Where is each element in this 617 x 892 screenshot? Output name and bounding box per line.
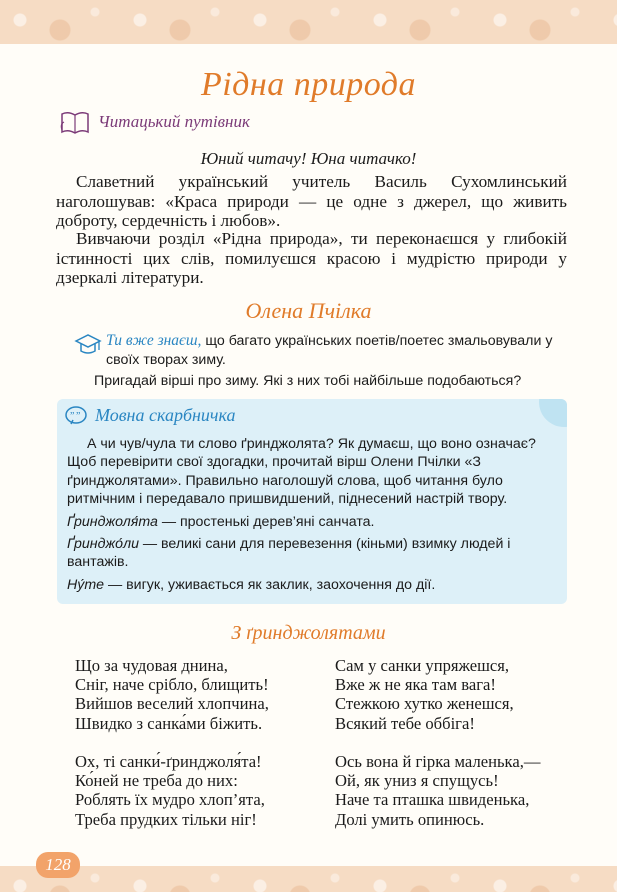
definition-term: Ґринджоля́та xyxy=(67,513,158,530)
poem-stanza-3 xyxy=(335,656,514,733)
question-text: Пригадай вірші про зиму. Які з них тобі найбільше подобаються? xyxy=(94,373,522,389)
definition-item xyxy=(67,535,561,572)
greeting: Юний читачу! Юна читачко! xyxy=(200,149,417,168)
poem-line: Сам у санки упряжешся, xyxy=(335,656,510,675)
definition-term: Ґринджо́ли xyxy=(67,536,139,553)
page-number: 128 xyxy=(36,852,80,878)
poem-line: Ох, ті санки́-ґринджоля́та! xyxy=(75,752,262,771)
reading-guide-label: Читацький путівник xyxy=(98,112,250,131)
definition-item xyxy=(67,513,561,531)
poem-line: Наче та пташка швиденька, xyxy=(335,790,530,810)
page-title: Рідна природа xyxy=(200,66,417,103)
poem-line: Долі умить опинюсь. xyxy=(335,809,485,829)
poem-line: Сніг, наче срібло, блищить! xyxy=(75,675,269,695)
poem-line: Ось вона й гірка маленька,— xyxy=(335,752,541,771)
author-heading: Олена Пчілка xyxy=(245,298,372,323)
definition-meaning: — великі сани для перевезення (кіньми) взимку людей і вантажів. xyxy=(67,536,511,571)
reading-guide-heading xyxy=(58,108,250,136)
svg-text:”: ” xyxy=(76,410,81,422)
you-already-know-text: що багато українських поетів/поетес змальовували у своїх творах зиму. xyxy=(106,333,553,368)
decorative-top-border xyxy=(0,0,617,44)
vocabulary-box xyxy=(57,399,567,604)
poem-line: Треба прудких тільки ніг! xyxy=(75,809,257,829)
poem-line: Стежкою хутко женешся, xyxy=(335,694,514,714)
you-already-know-block xyxy=(74,332,568,369)
poem-line: Всякий тебе оббіга! xyxy=(335,713,475,733)
poem-stanza-2 xyxy=(75,752,265,829)
graduation-cap-icon xyxy=(74,332,102,358)
vocabulary-box-header xyxy=(65,405,235,426)
poem-stanza-4 xyxy=(335,752,540,829)
paragraph-text: Вивчаючи розділ «Рідна природа», ти переконаєшся у глибокій істинності цих слів, помилуєшся красою і мудрістю природи у дзеркалі літератури. xyxy=(56,229,567,288)
svg-text:”: ” xyxy=(70,410,75,422)
poem-title: З ґринджолятами xyxy=(231,622,386,644)
poem-line: Ой, як униз я спущусь! xyxy=(335,771,499,791)
decorative-bottom-border xyxy=(0,866,617,892)
poem-line: Швидко з санка́ми біжить. xyxy=(75,713,263,733)
poem-line: Вийшов веселий хлопчина, xyxy=(75,694,269,714)
definition-term: Ну́те xyxy=(67,576,105,593)
intro-paragraph-2 xyxy=(56,229,567,288)
vocabulary-intro: А чи чув/чула ти слово ґринджолята? Як думаєш, що воно означає? Щоб перевірити свої здогадки, прочитай вірш Олени Пчілки «З ґринджолятами». Правильно наголошуй слова, щоб читання було ритмічним і передавало пришвидшений, піднесений настрій твору. xyxy=(67,436,536,508)
poem-line: Що за чудовая днина, xyxy=(75,656,228,675)
you-already-know-label: Ти вже знаєш, xyxy=(106,332,202,349)
vocabulary-box-title: Мовна скарбничка xyxy=(95,405,236,425)
decorative-corner xyxy=(539,399,567,427)
poem-line: Вже ж не яка там вага! xyxy=(335,675,496,695)
definition-meaning: — простенькі дерев’яні санчата. xyxy=(157,513,375,530)
definition-meaning: — вигук, уживається як заклик, заохочення до дії. xyxy=(104,576,436,593)
vocabulary-box-body xyxy=(67,435,561,594)
poem-line: Ко́ней не треба до них: xyxy=(75,771,238,791)
paragraph-text: Славетний український учитель Василь Сухомлинський наголошував: «Краса природи — це одне з джерел, що живить доброту, сердечність і любов». xyxy=(56,172,567,231)
intro-paragraph-1 xyxy=(56,172,567,231)
definition-item xyxy=(67,576,561,594)
open-book-icon xyxy=(58,108,92,136)
poem-stanza-1 xyxy=(75,656,269,733)
poem-line: Роблять їх мудро хлоп’ята, xyxy=(75,790,265,810)
speech-quote-icon xyxy=(65,406,87,426)
